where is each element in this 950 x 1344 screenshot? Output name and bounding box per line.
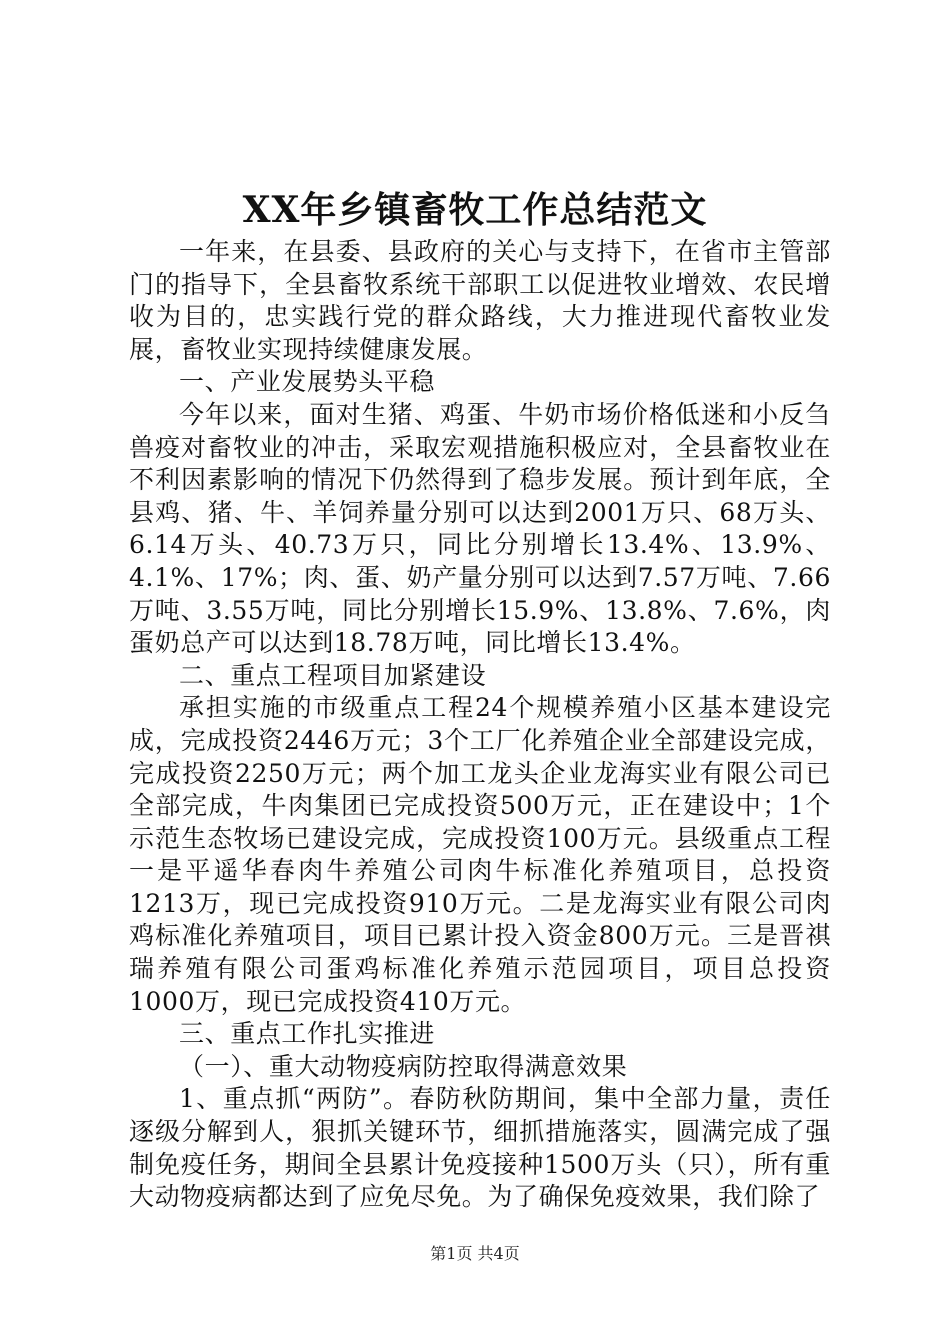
intro-paragraph: 一年来，在县委、县政府的关心与支持下，在省市主管部门的指导下，全县畜牧系统干部职工以促进牧业增效、农民增收为目的，忠实践行党的群众路线，大力推进现代畜牧业发展，畜牧业实现持续健康发展。 xyxy=(129,237,831,364)
document-title: XX年乡镇畜牧工作总结范文 xyxy=(242,189,708,231)
subsection-heading-1: （一）、重大动物疫病防控取得满意效果 xyxy=(179,1051,628,1081)
subsection-1-paragraph: 1、重点抓“两防”。春防秋防期间，集中全部力量，责任逐级分解到人，狠抓关键环节，细抓措施落实，圆满完成了强制免疫任务，期间全县累计免疫接种1500万头（只），所有重大动物疫病都达到了应免尽免。为了确保免疫效果，我们除了 xyxy=(129,1084,831,1212)
section-1-paragraph: 今年以来，面对生猪、鸡蛋、牛奶市场价格低迷和小反刍兽疫对畜牧业的冲击，采取宏观措施积极应对，全县畜牧业在不利因素影响的情况下仍然得到了稳步发展。预计到年底，全县鸡、猪、牛、羊饲养量分别可以达到2001万只、68万头、6.14万头、40.73万只，同比分别增长13.4%、13.9%、4.1%、17%；肉、蛋、奶产量分别可以达到7.57万吨、7.66万吨、3.55万吨，同比分别增长15.9%、13.8%、7.6%，肉蛋奶总产可以达到18.78万吨，同比增长13.4%。 xyxy=(129,399,831,658)
section-heading-2: 二、重点工程项目加紧建设 xyxy=(179,660,487,690)
document-body xyxy=(129,236,831,1214)
page-footer: 第1页 共4页 xyxy=(430,1244,520,1263)
section-heading-1: 一、产业发展势头平稳 xyxy=(179,367,436,397)
section-2-paragraph: 承担实施的市级重点工程24个规模养殖小区基本建设完成，完成投资2446万元；3个工厂化养殖企业全部建设完成，完成投资2250万元；两个加工龙头企业龙海实业有限公司已全部完成，牛肉集团已完成投资500万元，正在建设中；1个示范生态牧场已建设完成，完成投资100万元。县级重点工程一是平遥华春肉牛养殖公司肉牛标准化养殖项目，总投资1213万，现已完成投资910万元。二是龙海实业有限公司肉鸡标准化养殖项目，项目已累计投入资金800万元。三是晋祺瑞养殖有限公司蛋鸡标准化养殖示范园项目，项目总投资1000万，现已完成投资410万元。 xyxy=(129,693,831,1016)
section-heading-3: 三、重点工作扎实推进 xyxy=(179,1019,436,1049)
